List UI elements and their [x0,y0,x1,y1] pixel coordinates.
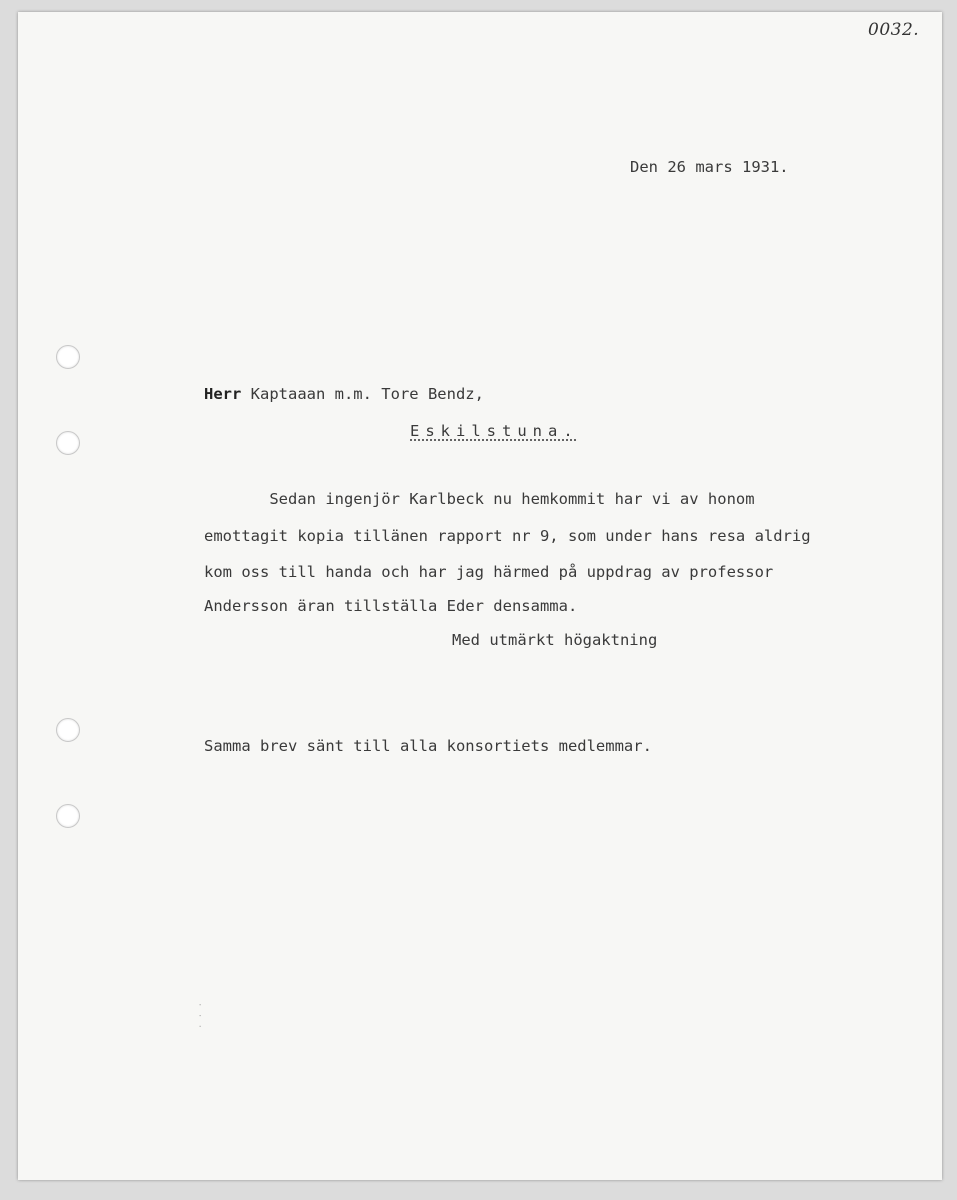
punch-hole-3 [56,718,80,742]
archive-number: 0032. [868,20,920,40]
addressee-city: Eskilstuna. [410,422,579,440]
addressee-prefix: Herr [204,385,242,403]
body-line-2: emottagit kopia tillänen rapport nr 9, som under hans resa aldrig [204,527,811,545]
addressee-name: Kaptaaan m.m. Tore Bendz, [241,385,484,403]
letter-page [18,12,942,1180]
paper-smudge: · · · [194,1002,204,1030]
closing-line: Med utmärkt högaktning [452,631,658,649]
body-line-4: Andersson äran tillställa Eder densamma. [204,597,578,615]
addressee-line [204,385,484,403]
punch-hole-4 [56,804,80,828]
footer-note: Samma brev sänt till alla konsortiets medlemmar. [204,737,652,755]
punch-hole-1 [56,345,80,369]
body-line-1: Sedan ingenjör Karlbeck nu hemkommit har vi av honom [204,490,755,508]
body-line-3: kom oss till handa och har jag härmed på uppdrag av professor [204,563,774,581]
punch-hole-2 [56,431,80,455]
letter-date: Den 26 mars 1931. [630,158,789,176]
